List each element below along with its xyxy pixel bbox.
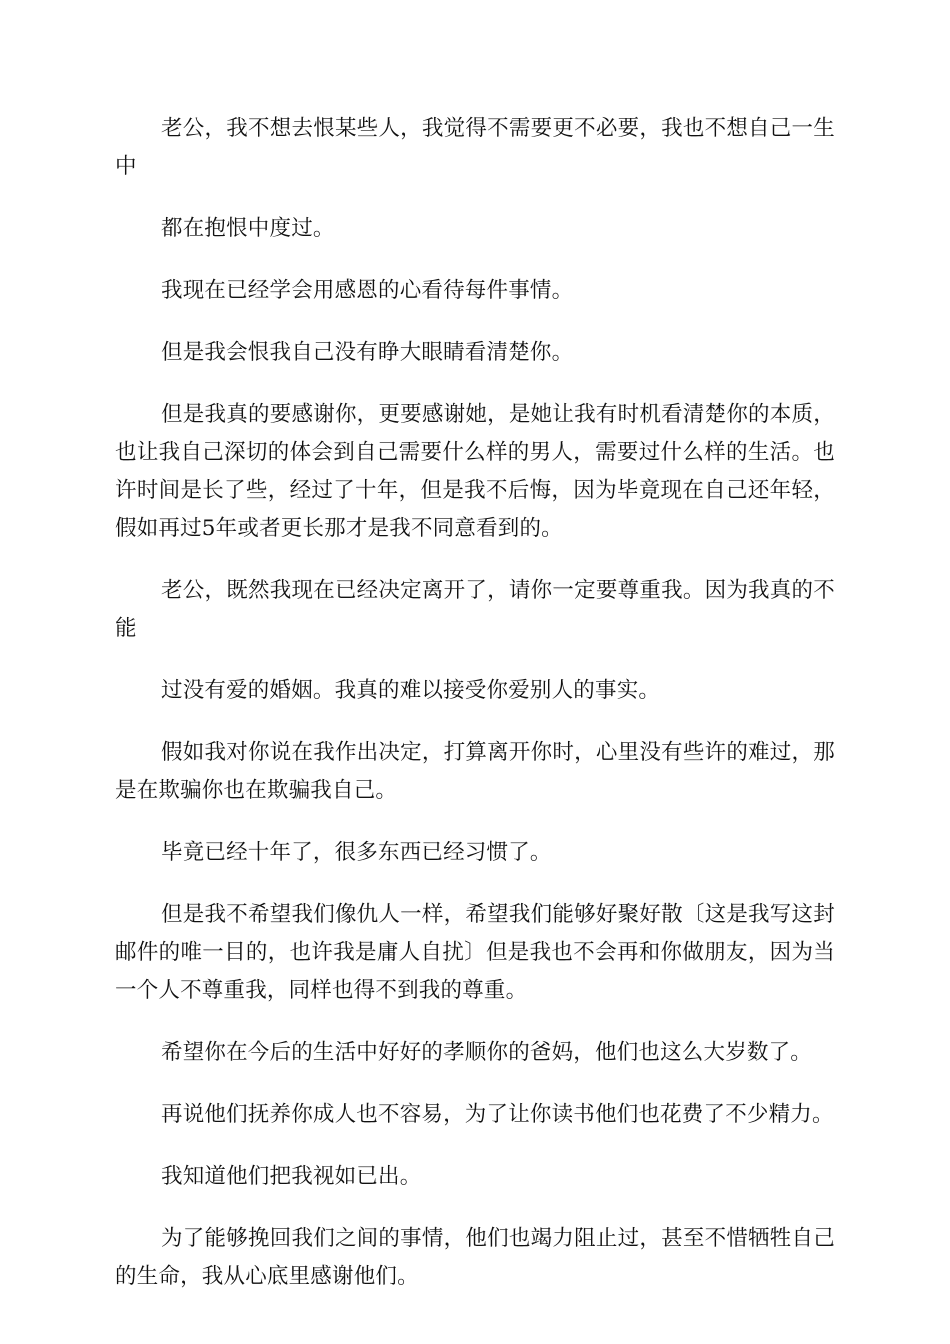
paragraph-14: 为了能够挽回我们之间的事情，他们也竭力阻止过，甚至不惜牺牲自己的生命，我从心底里感谢他们。: [115, 1226, 835, 1289]
paragraph-10: 但是我不希望我们像仇人一样，希望我们能够好聚好散〔这是我写这封邮件的唯一目的，也许我是庸人自扰〕但是我也不会再和你做朋友，因为当一个人不尊重我，同样也得不到我的尊重。: [115, 902, 835, 1003]
paragraph-2: 都在抱恨中度过。: [161, 216, 335, 241]
paragraph-12: 再说他们抚养你成人也不容易，为了让你读书他们也花费了不少精力。: [161, 1102, 834, 1127]
paragraph-3: 我现在已经学会用感恩的心看待每件事情。: [161, 278, 574, 303]
paragraph-13: 我知道他们把我视如已出。: [161, 1164, 422, 1189]
letter-body: [115, 110, 835, 1316]
paragraph-9: 毕竟已经十年了，很多东西已经习惯了。: [161, 840, 552, 865]
paragraph-5: 但是我真的要感谢你，更要感谢她，是她让我有时机看清楚你的本质，也让我自己深切的体会到自己需要什么样的男人，需要过什么样的生活。也许时间是长了些，经过了十年，但是我不后悔，因为毕竟现在自己还年轻，假如再过5年或者更长那才是我不同意看到的。: [115, 402, 835, 541]
paragraph-4: 但是我会恨我自己没有睁大眼睛看清楚你。: [161, 340, 574, 365]
paragraph-1: 老公，我不想去恨某些人，我觉得不需要更不必要，我也不想自己一生中: [115, 116, 835, 179]
paragraph-11: 希望你在今后的生活中好好的孝顺你的爸妈，他们也这么大岁数了。: [161, 1040, 813, 1065]
paragraph-7: 过没有爱的婚姻。我真的难以接受你爱别人的事实。: [161, 678, 661, 703]
paragraph-8: 假如我对你说在我作出决定，打算离开你时，心里没有些许的难过，那是在欺骗你也在欺骗我自己。: [115, 740, 835, 803]
paragraph-6: 老公，既然我现在已经决定离开了，请你一定要尊重我。因为我真的不能: [115, 578, 835, 641]
